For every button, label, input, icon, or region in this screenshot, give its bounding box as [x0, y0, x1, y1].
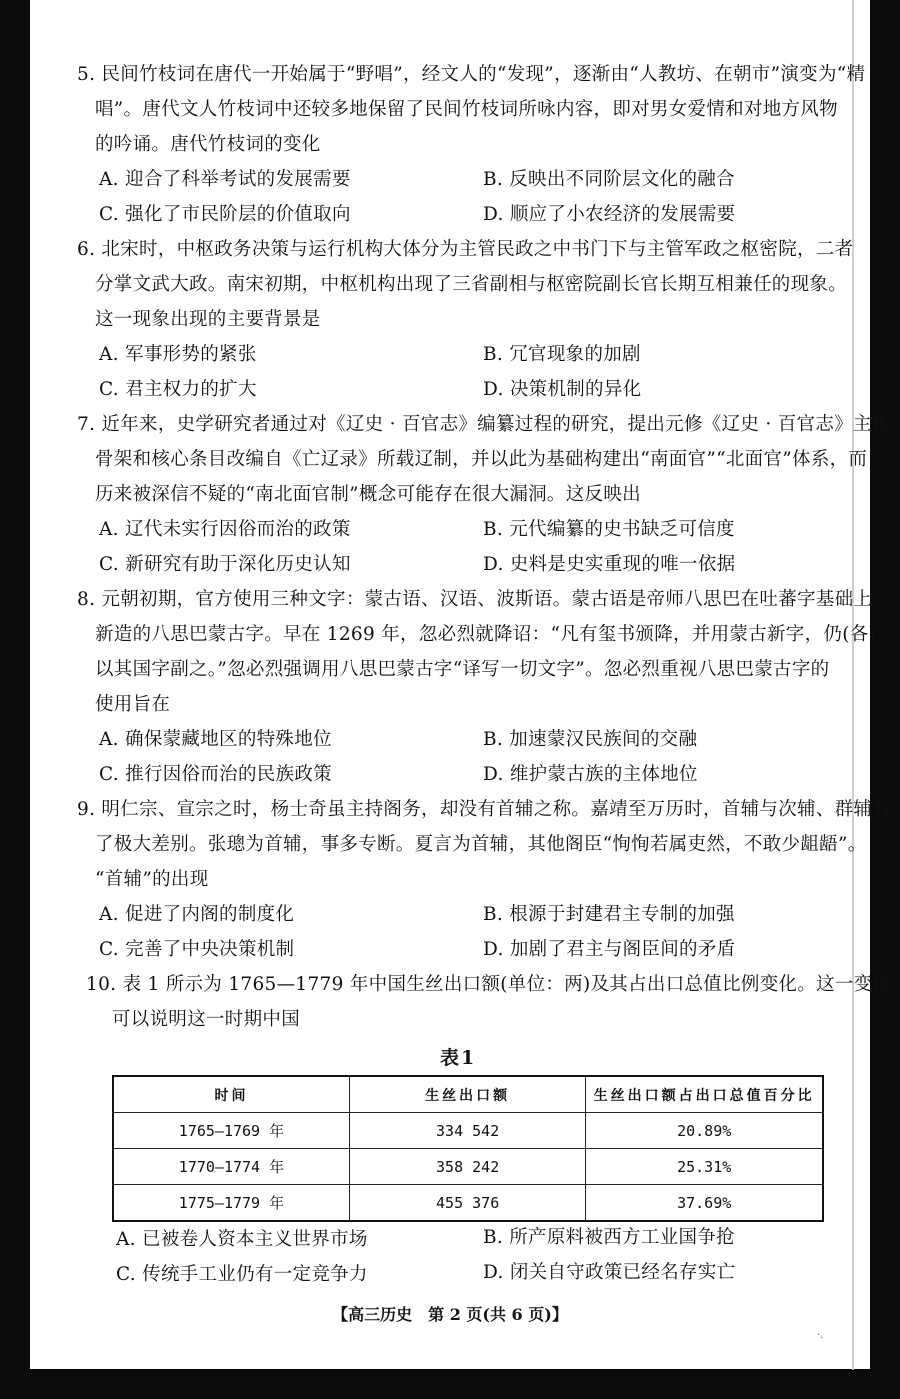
- table-cell-amount: 334 542: [349, 1113, 585, 1149]
- q5-option-a: A. 迎合了科举考试的发展需要: [99, 169, 351, 190]
- question-8-line-3: 以其国字副之。”忽必烈强调用八思巴蒙古字“译写一切文字”。忽必烈重视八思巴蒙古字的: [95, 659, 830, 680]
- table-header-row: [113, 1076, 823, 1113]
- question-5-line-3: 的吟诵。唐代竹枝词的变化: [95, 134, 321, 155]
- q5-option-d: D. 顺应了小农经济的发展需要: [483, 204, 736, 225]
- table-cell-share: 20.89%: [586, 1113, 823, 1149]
- q8-option-d: D. 维护蒙古族的主体地位: [483, 764, 698, 785]
- table-title: 表1: [440, 1047, 477, 1069]
- q10-option-d: D. 闭关自守政策已经名存实亡: [483, 1262, 736, 1283]
- question-8-line-2: 新造的八思巴蒙古字。早在 1269 年，忽必烈就降诏：“凡有玺书颁降，并用蒙古新字，仍(各): [95, 624, 877, 645]
- scan-border-bottom: [0, 1369, 900, 1399]
- q8-option-b: B. 加速蒙汉民族间的交融: [483, 729, 698, 750]
- q8-option-c: C. 推行因俗而治的民族政策: [99, 764, 332, 785]
- q6-option-a: A. 军事形势的紧张: [99, 344, 257, 365]
- table-header-export-share: 生丝出口额占出口总值百分比: [586, 1076, 823, 1113]
- question-5-line-1: 5. 民间竹枝词在唐代一开始属于“野唱”，经文人的“发现”，逐渐由“人教坊、在朝市”演变为“精: [77, 64, 866, 85]
- q9-option-a: A. 促进了内阁的制度化: [99, 904, 295, 925]
- q5-option-b: B. 反映出不同阶层文化的融合: [483, 169, 735, 190]
- question-6-line-3: 这一现象出现的主要背景是: [95, 309, 321, 330]
- question-9-line-3: “首辅”的出现: [95, 869, 209, 890]
- question-10-line-2: 可以说明这一时期中国: [112, 1009, 301, 1030]
- table-cell-period: 1770—1774 年: [113, 1149, 349, 1185]
- question-9-line-1: 9. 明仁宗、宣宗之时，杨士奇虽主持阁务，却没有首辅之称。嘉靖至万历时，首辅与次辅、群辅有: [77, 799, 892, 820]
- question-6-line-2: 分掌文武大政。南宋初期，中枢机构出现了三省副相与枢密院副长官长期互相兼任的现象。: [95, 274, 848, 295]
- q9-option-c: C. 完善了中央决策机制: [99, 939, 295, 960]
- table-cell-share: 37.69%: [586, 1185, 823, 1222]
- silk-export-table: [112, 1075, 824, 1222]
- q10-option-b: B. 所产原料被西方工业国争抢: [483, 1227, 735, 1248]
- table-header-export-amount: 生丝出口额: [349, 1076, 585, 1113]
- table-row: [113, 1149, 823, 1185]
- table-cell-period: 1775—1779 年: [113, 1185, 349, 1222]
- question-7-line-3: 历来被深信不疑的“南北面官制”概念可能存在很大漏洞。这反映出: [95, 484, 641, 505]
- table-cell-share: 25.31%: [586, 1149, 823, 1185]
- table-cell-period: 1765—1769 年: [113, 1113, 349, 1149]
- question-8-line-1: 8. 元朝初期，官方使用三种文字：蒙古语、汉语、波斯语。蒙古语是帝师八思巴在吐蕃字基础上: [77, 589, 873, 610]
- table-cell-amount: 358 242: [349, 1149, 585, 1185]
- table-cell-amount: 455 376: [349, 1185, 585, 1222]
- question-6-line-1: 6. 北宋时，中枢政务决策与运行机构大体分为主管民政之中书门下与主管军政之枢密院，二者: [77, 239, 854, 260]
- q6-option-d: D. 决策机制的异化: [483, 379, 642, 400]
- table-row: [113, 1113, 823, 1149]
- q8-option-a: A. 确保蒙藏地区的特殊地位: [99, 729, 332, 750]
- scan-speck: ·.: [817, 1330, 824, 1341]
- q5-option-c: C. 强化了市民阶层的价值取向: [99, 204, 351, 225]
- question-7-line-2: 骨架和核心条目改编自《亡辽录》所载辽制，并以此为基础构建出“南面官”“北面官”体系，而: [95, 449, 868, 470]
- question-5-line-2: 唱”。唐代文人竹枝词中还较多地保留了民间竹枝词所咏内容，即对男女爱情和对地方风物: [95, 99, 838, 120]
- question-8-line-4: 使用旨在: [95, 694, 171, 715]
- table-row: [113, 1185, 823, 1222]
- q7-option-a: A. 辽代未实行因俗而治的政策: [99, 519, 351, 540]
- page-footer: 【高三历史 第 2 页(共 6 页)】: [332, 1305, 568, 1324]
- q10-option-a: A. 已被卷人资本主义世界市场: [116, 1229, 368, 1250]
- q7-option-b: B. 元代编纂的史书缺乏可信度: [483, 519, 735, 540]
- question-9-line-2: 了极大差别。张璁为首辅，事多专断。夏言为首辅，其他阁臣“恂恂若属吏然，不敢少龃龉”。: [95, 834, 867, 855]
- table-header-period: 时间: [113, 1076, 349, 1113]
- q6-option-c: C. 君主权力的扩大: [99, 379, 257, 400]
- q7-option-d: D. 史料是史实重现的唯一依据: [483, 554, 736, 575]
- question-10-line-1: 10. 表 1 所示为 1765—1779 年中国生丝出口额(单位：两)及其占出口总值比例变化。这一变化: [86, 974, 892, 995]
- q7-option-c: C. 新研究有助于深化历史认知: [99, 554, 351, 575]
- q9-option-b: B. 根源于封建君主专制的加强: [483, 904, 735, 925]
- q10-option-c: C. 传统手工业仍有一定竞争力: [116, 1264, 368, 1285]
- q9-option-d: D. 加剧了君主与阁臣间的矛盾: [483, 939, 736, 960]
- q6-option-b: B. 冗官现象的加剧: [483, 344, 641, 365]
- question-7-line-1: 7. 近年来，史学研究者通过对《辽史 · 百官志》编纂过程的研究，提出元修《辽史 · 百官志》主体: [77, 414, 891, 435]
